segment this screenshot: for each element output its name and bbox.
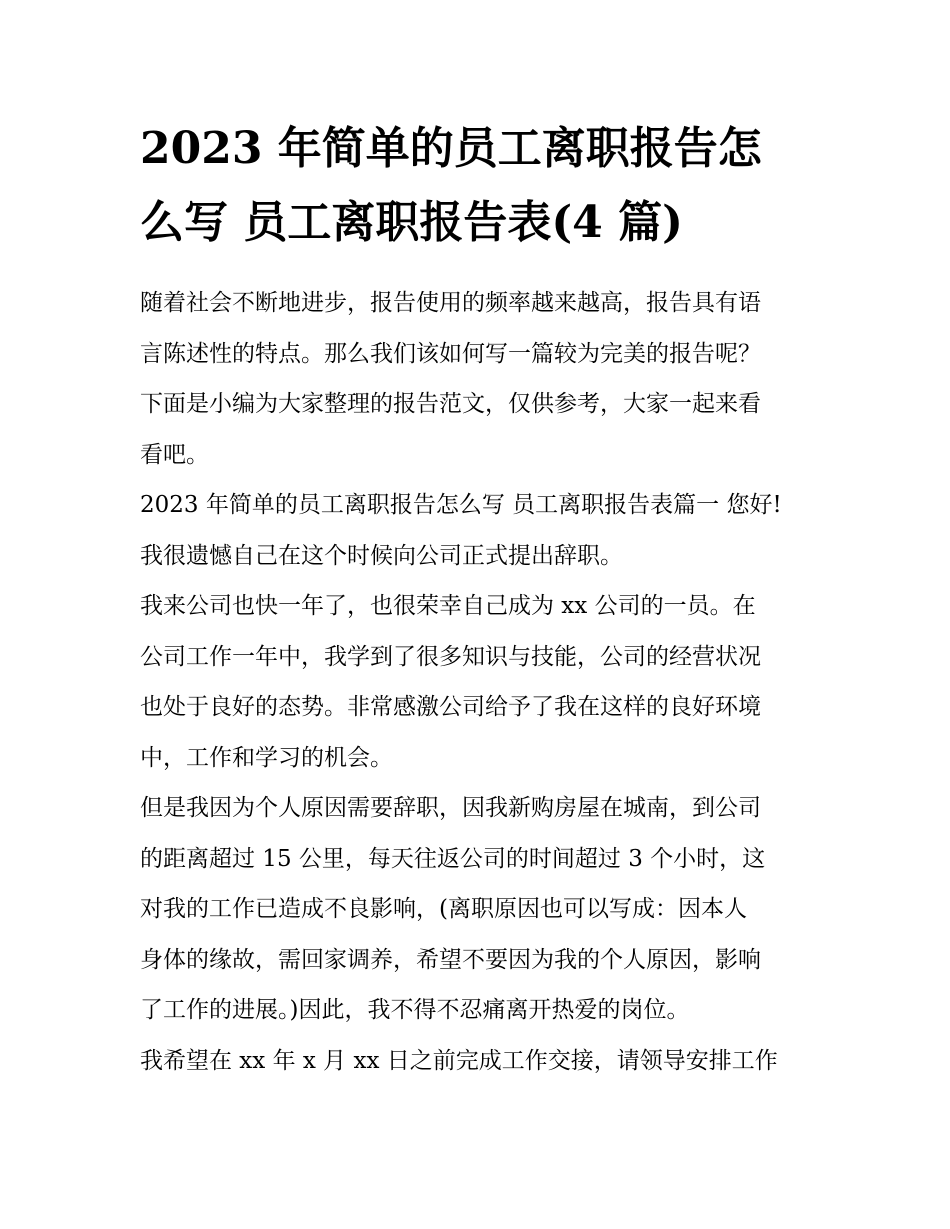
body-line-10: 中，工作和学习的机会。 bbox=[140, 744, 393, 771]
document-body bbox=[140, 278, 830, 1086]
body-line-7: 我来公司也快一年了，也很荣幸自己成为 xx 公司的一员。在 bbox=[140, 593, 756, 619]
body-line-9: 也处于良好的态势。非常感激公司给予了我在这样的良好环境 bbox=[140, 694, 761, 720]
body-line-2: 言陈述性的特点。那么我们该如何写一篇较为完美的报告呢？ bbox=[140, 340, 761, 367]
title-line-1: 2023 年简单的员工离职报告怎 bbox=[140, 123, 762, 174]
body-line-5: 2023 年简单的员工离职报告怎么写 员工离职报告表篇一 您好! bbox=[140, 492, 782, 518]
body-line-1: 随着社会不断地进步，报告使用的频率越来越高，报告具有语 bbox=[140, 290, 761, 316]
body-line-11: 但是我因为个人原因需要辞职，因我新购房屋在城南，到公司 bbox=[140, 795, 761, 821]
body-line-4: 看吧。 bbox=[140, 441, 209, 468]
body-line-14: 身体的缘故，需回家调养，希望不要因为我的个人原因，影响 bbox=[140, 946, 761, 973]
body-line-6: 我很遗憾自己在这个时候向公司正式提出辞职。 bbox=[140, 542, 623, 569]
body-line-8: 公司工作一年中，我学到了很多知识与技能，公司的经营状况 bbox=[140, 643, 761, 670]
body-line-15: 了工作的进展。)因此，我不得不忍痛离开热爱的岗位。 bbox=[140, 997, 690, 1023]
title-line-2: 么写 员工离职报告表(4 篇) bbox=[140, 197, 683, 248]
body-line-12: 的距离超过 15 公里，每天往返公司的时间超过 3 个小时，这 bbox=[140, 845, 766, 872]
document-title bbox=[140, 112, 830, 260]
body-line-16: 我希望在 xx 年 x 月 xx 日之前完成工作交接，请领导安排工作 bbox=[140, 1047, 778, 1074]
body-line-13: 对我的工作已造成不良影响，(离职原因也可以写成：因本人 bbox=[140, 896, 747, 922]
body-line-3: 下面是小编为大家整理的报告范文，仅供参考，大家一起来看 bbox=[140, 391, 761, 417]
